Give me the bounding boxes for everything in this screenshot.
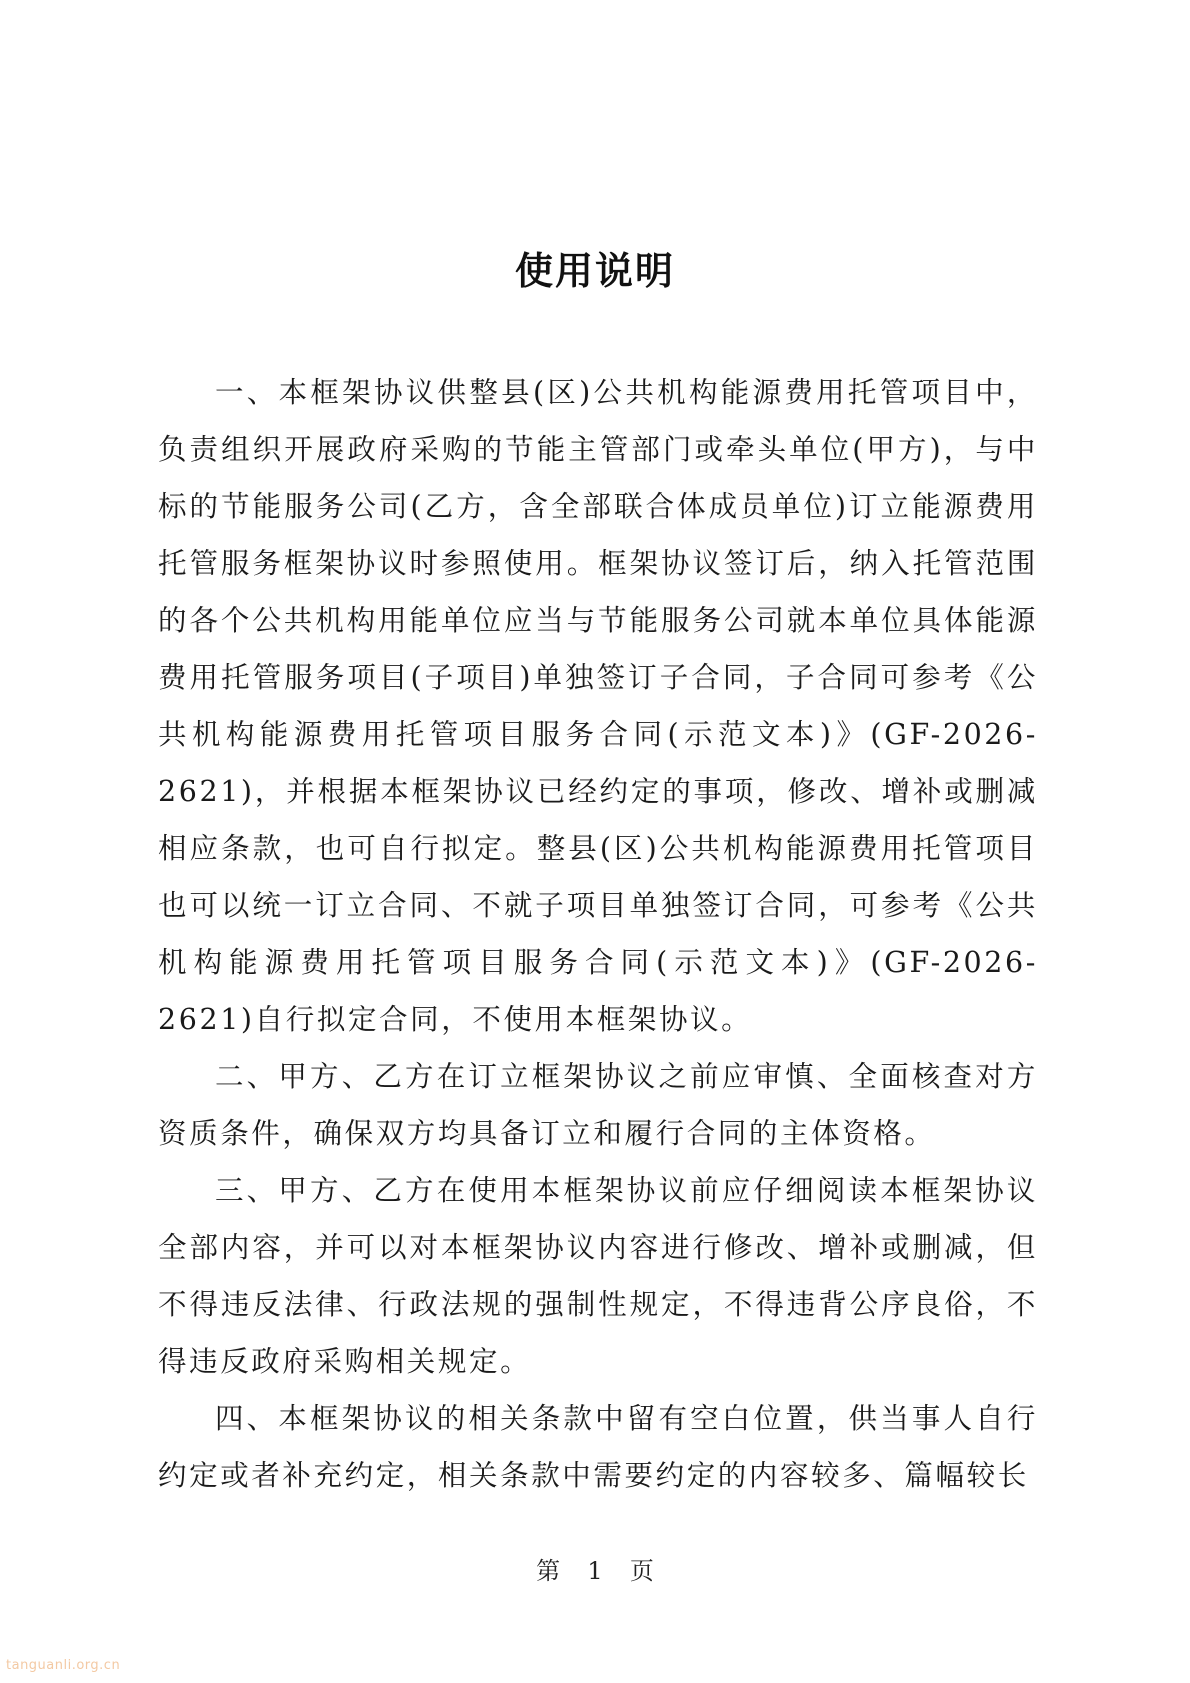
- page-number-prefix: 第: [536, 1557, 561, 1585]
- paragraph-2: 二、甲方、乙方在订立框架协议之前应审慎、全面核查对方资质条件，确保双方均具备订立和履行合同的主体资格。: [158, 1060, 1038, 1150]
- page-title: 使用说明: [514, 249, 675, 293]
- paragraph-4: 四、本框架协议的相关条款中留有空白位置，供当事人自行约定或者补充约定，相关条款中需要约定的内容较多、篇幅较长: [158, 1402, 1038, 1492]
- paragraph-1: 一、本框架协议供整县(区)公共机构能源费用托管项目中，负责组织开展政府采购的节能主管部门或牵头单位(甲方)，与中标的节能服务公司(乙方，含全部联合体成员单位)订立能源费用托管服务框架协议时参照使用。框架协议签订后，纳入托管范围的各个公共机构用能单位应当与节能服务公司就本单位具体能源费用托管服务项目(子项目)单独签订子合同，子合同可参考《公共机构能源费用托管项目服务合同(示范文本)》(GF-2026-2621)，并根据本框架协议已经约定的事项，修改、增补或删减相应条款，也可自行拟定。整县(区)公共机构能源费用托管项目也可以统一订立合同、不就子项目单独签订合同，可参考《公共机构能源费用托管项目服务合同(示范文本)》(GF-2026-2621)自行拟定合同，不使用本框架协议。: [158, 376, 1038, 1036]
- page-footer: [0, 1555, 1190, 1587]
- document-body: [158, 364, 1038, 1504]
- page-number-suffix: 页: [629, 1557, 654, 1585]
- paragraph-3: 三、甲方、乙方在使用本框架协议前应仔细阅读本框架协议全部内容，并可以对本框架协议内容进行修改、增补或删减，但不得违反法律、行政法规的强制性规定，不得违背公序良俗，不得违反政府采购相关规定。: [158, 1174, 1038, 1378]
- watermark-text: tanguanli.org.cn: [6, 1658, 121, 1673]
- page-number: 1: [587, 1557, 603, 1585]
